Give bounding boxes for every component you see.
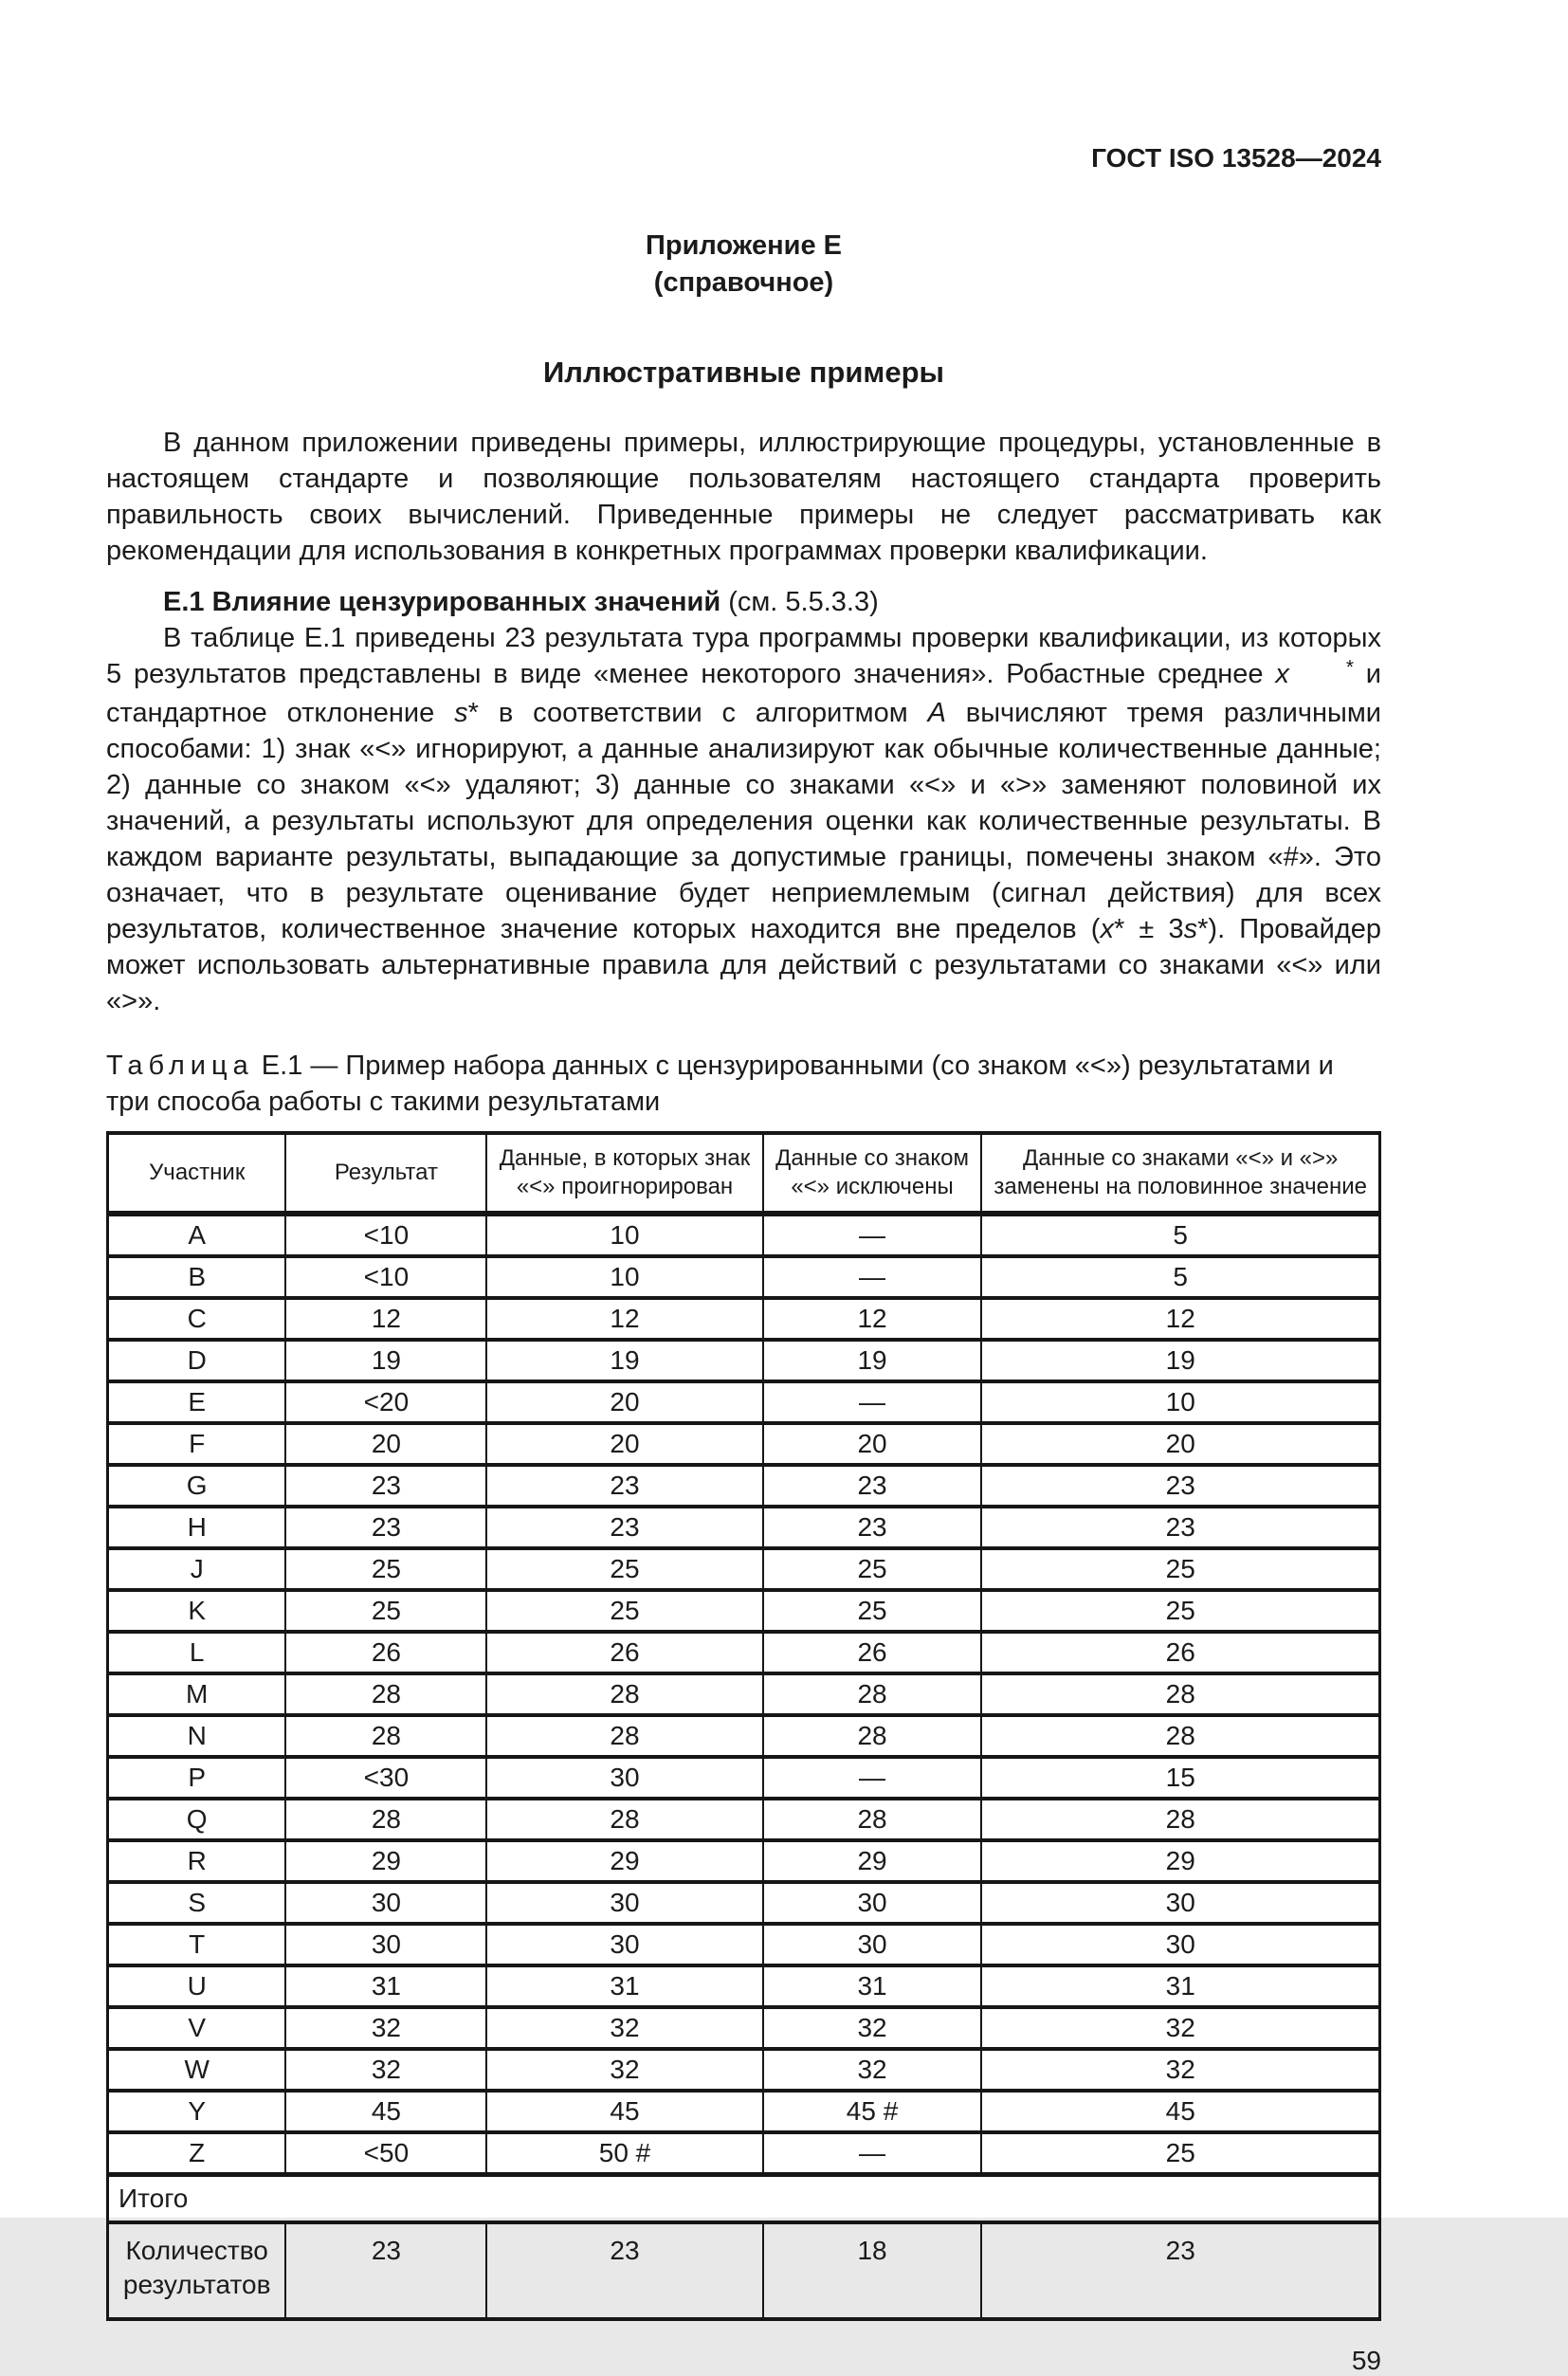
value-cell: 19 <box>981 1340 1379 1381</box>
value-cell: <10 <box>285 1256 486 1298</box>
appendix-type: (справочное) <box>653 267 834 298</box>
participant-cell: P <box>108 1757 286 1799</box>
value-cell: 23 <box>981 1465 1379 1507</box>
table-row <box>108 2091 1380 2132</box>
value-cell: 25 <box>981 1590 1379 1632</box>
participant-cell: B <box>108 1256 286 1298</box>
value-cell: 15 <box>981 1757 1379 1799</box>
value-cell: — <box>763 1757 982 1799</box>
participant-cell: G <box>108 1465 286 1507</box>
appendix-title-block <box>106 228 1381 302</box>
participant-cell: U <box>108 1965 286 2007</box>
table-row <box>108 1465 1380 1507</box>
total-label: Итого <box>108 2175 1380 2223</box>
value-cell: <30 <box>285 1757 486 1799</box>
value-cell: 30 <box>763 1924 982 1965</box>
table-row <box>108 1590 1380 1632</box>
value-cell: 25 <box>285 1590 486 1632</box>
value-cell: 28 <box>763 1799 982 1840</box>
table-row <box>108 1840 1380 1882</box>
value-cell: <10 <box>285 1214 486 1256</box>
value-cell: 31 <box>285 1965 486 2007</box>
value-cell: 28 <box>486 1715 762 1757</box>
value-cell: 32 <box>486 2007 762 2049</box>
value-cell: 32 <box>763 2007 982 2049</box>
value-cell: — <box>763 1256 982 1298</box>
value-cell: 31 <box>763 1965 982 2007</box>
value-cell: 32 <box>981 2049 1379 2091</box>
table-row <box>108 1256 1380 1298</box>
value-cell: 23 <box>285 1465 486 1507</box>
value-cell: 45 <box>285 2091 486 2132</box>
value-cell: 28 <box>763 1673 982 1715</box>
table-row <box>108 1882 1380 1924</box>
participant-cell: S <box>108 1882 286 1924</box>
table-body <box>108 1214 1380 2175</box>
value-cell: 31 <box>486 1965 762 2007</box>
value-cell: 30 <box>981 1882 1379 1924</box>
participant-cell: W <box>108 2049 286 2091</box>
value-cell: 20 <box>486 1381 762 1423</box>
table-row <box>108 1423 1380 1465</box>
value-cell: 25 <box>285 1548 486 1590</box>
table-row <box>108 1757 1380 1799</box>
column-header-halved: Данные со знаками «<» и «>» заменены на половинное значение <box>981 1133 1379 1214</box>
value-cell: 30 <box>486 1757 762 1799</box>
value-cell: 28 <box>486 1799 762 1840</box>
value-cell: 28 <box>981 1799 1379 1840</box>
table-row <box>108 1715 1380 1757</box>
value-cell: 30 <box>285 1882 486 1924</box>
participant-cell: E <box>108 1381 286 1423</box>
value-cell: 28 <box>285 1799 486 1840</box>
value-cell: 29 <box>981 1840 1379 1882</box>
value-cell: 25 <box>763 1590 982 1632</box>
value-cell: 23 <box>763 1507 982 1548</box>
value-cell: 23 <box>285 1507 486 1548</box>
total-row <box>108 2175 1380 2223</box>
participant-cell: N <box>108 1715 286 1757</box>
table-header-row <box>108 1133 1380 1214</box>
value-cell: 50 # <box>486 2132 762 2175</box>
participant-cell: F <box>108 1423 286 1465</box>
value-cell: 28 <box>981 1715 1379 1757</box>
summary-value: 23 <box>981 2222 1379 2319</box>
value-cell: 28 <box>285 1673 486 1715</box>
table-row <box>108 1673 1380 1715</box>
value-cell: 10 <box>486 1256 762 1298</box>
summary-row <box>108 2222 1380 2319</box>
value-cell: 10 <box>486 1214 762 1256</box>
value-cell: — <box>763 2132 982 2175</box>
table-row <box>108 1965 1380 2007</box>
value-cell: 28 <box>285 1715 486 1757</box>
value-cell: 25 <box>486 1548 762 1590</box>
value-cell: 25 <box>486 1590 762 1632</box>
summary-value: 18 <box>763 2222 982 2319</box>
value-cell: 30 <box>981 1924 1379 1965</box>
value-cell: 19 <box>285 1340 486 1381</box>
value-cell: 28 <box>981 1673 1379 1715</box>
participant-cell: M <box>108 1673 286 1715</box>
value-cell: 20 <box>285 1423 486 1465</box>
table-row <box>108 2007 1380 2049</box>
value-cell: 23 <box>486 1507 762 1548</box>
table-row <box>108 1632 1380 1673</box>
participant-cell: K <box>108 1590 286 1632</box>
data-table <box>106 1131 1381 2321</box>
summary-label: Количество результатов <box>108 2222 286 2319</box>
column-header-excluded: Данные со знаком «<» исключены <box>763 1133 982 1214</box>
column-header-result: Результат <box>285 1133 486 1214</box>
value-cell: 12 <box>486 1298 762 1340</box>
value-cell: 20 <box>981 1423 1379 1465</box>
page-number: 59 <box>1351 2346 1381 2375</box>
value-cell: 28 <box>486 1673 762 1715</box>
table-row <box>108 1799 1380 1840</box>
value-cell: 5 <box>981 1256 1379 1298</box>
table-caption <box>106 1048 1381 1120</box>
value-cell: 30 <box>285 1924 486 1965</box>
value-cell: 26 <box>763 1632 982 1673</box>
table-row <box>108 2049 1380 2091</box>
value-cell: 25 <box>981 1548 1379 1590</box>
value-cell: 23 <box>486 1465 762 1507</box>
value-cell: 30 <box>486 1924 762 1965</box>
value-cell: — <box>763 1214 982 1256</box>
value-cell: 29 <box>285 1840 486 1882</box>
value-cell: 32 <box>763 2049 982 2091</box>
value-cell: — <box>763 1381 982 1423</box>
subsection-body-paragraph: В таблице Е.1 приведены 23 результата тура программы проверки квалификации, из которых 5 результатов представлены в виде «менее некоторого значения». Робастные среднее x * и стандартное отклонение s* в соответствии с алгоритмом А вычисляют тремя различными способами: 1) знак «<» игнорируют, а данные анализируют как обычные количественные данные; 2) данные со знаком «<» удаляют; 3) данные со знаками «<» и «>» заменяют половиной их значений, а результаты используют для определения оценки как количественные результаты. В каждом варианте результаты, выпадающие за допустимые границы, помечены знаком «#». Это означает, что в результате оценивание будет неприемлемым (сигнал действия) для всех результатов, количественное значение которых находится вне пределов (x* ± 3s*). Провайдер может использовать альтернативные правила для действий с результатами со знаками «<» или «>». <box>106 623 1381 1016</box>
participant-cell: V <box>108 2007 286 2049</box>
subsection-heading <box>106 584 1381 620</box>
value-cell: 12 <box>981 1298 1379 1340</box>
value-cell: 20 <box>486 1423 762 1465</box>
participant-cell: C <box>108 1298 286 1340</box>
value-cell: 10 <box>981 1381 1379 1423</box>
appendix-name: Приложение Е <box>646 230 842 261</box>
value-cell: 5 <box>981 1214 1379 1256</box>
value-cell: 31 <box>981 1965 1379 2007</box>
value-cell: 32 <box>285 2049 486 2091</box>
summary-value: 23 <box>486 2222 762 2319</box>
value-cell: 19 <box>486 1340 762 1381</box>
value-cell: 23 <box>763 1465 982 1507</box>
value-cell: 32 <box>981 2007 1379 2049</box>
table-caption-label: Таблица <box>106 1051 254 1081</box>
table-row <box>108 1381 1380 1423</box>
value-cell: 45 <box>981 2091 1379 2132</box>
participant-cell: J <box>108 1548 286 1590</box>
participant-cell: T <box>108 1924 286 1965</box>
table-caption-text: Е.1 — Пример набора данных с цензурированными (со знаком «<») результатами и три способа работы с такими результатами <box>106 1051 1334 1117</box>
value-cell: 25 <box>981 2132 1379 2175</box>
value-cell: <20 <box>285 1381 486 1423</box>
summary-value: 23 <box>285 2222 486 2319</box>
intro-paragraph: В данном приложении приведены примеры, иллюстрирующие процедуры, установленные в настоящем стандарте и позволяющие пользователям настоящего стандарта проверить правильность своих вычислений. Приведенные примеры не следует рассматривать как рекомендации для использования в конкретных программах проверки квалификации. <box>106 428 1381 566</box>
section-title: Иллюстративные примеры <box>543 356 944 389</box>
value-cell: 30 <box>763 1882 982 1924</box>
value-cell: 32 <box>285 2007 486 2049</box>
document-header: ГОСТ ISO 13528—2024 <box>1091 143 1381 173</box>
value-cell: 25 <box>763 1548 982 1590</box>
subsection-heading-bold: Е.1 Влияние цензурированных значений <box>163 587 721 617</box>
participant-cell: Z <box>108 2132 286 2175</box>
participant-cell: L <box>108 1632 286 1673</box>
value-cell: 29 <box>763 1840 982 1882</box>
table-row <box>108 2132 1380 2175</box>
value-cell: 23 <box>981 1507 1379 1548</box>
subsection-heading-ref: (см. 5.5.3.3) <box>720 587 879 617</box>
table-row <box>108 1214 1380 1256</box>
participant-cell: Q <box>108 1799 286 1840</box>
participant-cell: A <box>108 1214 286 1256</box>
value-cell: 12 <box>763 1298 982 1340</box>
participant-cell: Y <box>108 2091 286 2132</box>
value-cell: 45 <box>486 2091 762 2132</box>
value-cell: 26 <box>285 1632 486 1673</box>
value-cell: 45 # <box>763 2091 982 2132</box>
value-cell: 19 <box>763 1340 982 1381</box>
column-header-ignored: Данные, в которых знак «<» проигнорирован <box>486 1133 762 1214</box>
value-cell: <50 <box>285 2132 486 2175</box>
table-row <box>108 1924 1380 1965</box>
value-cell: 29 <box>486 1840 762 1882</box>
table-row <box>108 1507 1380 1548</box>
value-cell: 26 <box>981 1632 1379 1673</box>
value-cell: 20 <box>763 1423 982 1465</box>
column-header-participant: Участник <box>108 1133 286 1214</box>
value-cell: 32 <box>486 2049 762 2091</box>
value-cell: 26 <box>486 1632 762 1673</box>
value-cell: 30 <box>486 1882 762 1924</box>
table-row <box>108 1548 1380 1590</box>
value-cell: 28 <box>763 1715 982 1757</box>
value-cell: 12 <box>285 1298 486 1340</box>
table-row <box>108 1298 1380 1340</box>
table-row <box>108 1340 1380 1381</box>
participant-cell: D <box>108 1340 286 1381</box>
participant-cell: H <box>108 1507 286 1548</box>
participant-cell: R <box>108 1840 286 1882</box>
